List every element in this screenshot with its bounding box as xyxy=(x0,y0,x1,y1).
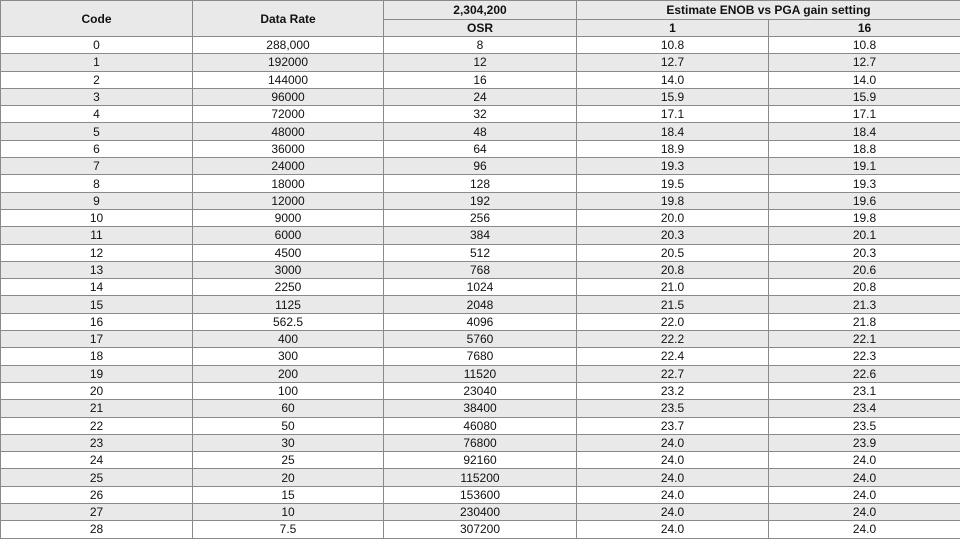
cell-osr: 153600 xyxy=(384,486,577,503)
cell-enob-gain-16: 23.1 xyxy=(769,382,960,399)
cell-enob-gain-16: 24.0 xyxy=(769,521,960,538)
cell-osr: 256 xyxy=(384,209,577,226)
cell-code: 4 xyxy=(1,106,193,123)
cell-data-rate: 100 xyxy=(193,382,384,399)
cell-data-rate: 20 xyxy=(193,469,384,486)
cell-osr: 96 xyxy=(384,158,577,175)
cell-enob-gain-1: 17.1 xyxy=(577,106,769,123)
cell-code: 1 xyxy=(1,54,193,71)
cell-osr: 48 xyxy=(384,123,577,140)
cell-code: 5 xyxy=(1,123,193,140)
table-body xyxy=(1,37,960,539)
cell-enob-gain-1: 21.5 xyxy=(577,296,769,313)
table-header xyxy=(1,1,960,37)
header-osr: OSR xyxy=(384,20,577,37)
table-row xyxy=(1,452,960,469)
cell-code: 7 xyxy=(1,158,193,175)
cell-osr: 11520 xyxy=(384,365,577,382)
cell-enob-gain-1: 24.0 xyxy=(577,434,769,451)
cell-code: 15 xyxy=(1,296,193,313)
table-row xyxy=(1,521,960,538)
cell-enob-gain-1: 24.0 xyxy=(577,504,769,521)
cell-osr: 16 xyxy=(384,71,577,88)
table-row xyxy=(1,261,960,278)
cell-enob-gain-1: 20.8 xyxy=(577,261,769,278)
cell-osr: 92160 xyxy=(384,452,577,469)
cell-enob-gain-1: 23.2 xyxy=(577,382,769,399)
table-row xyxy=(1,158,960,175)
cell-enob-gain-16: 24.0 xyxy=(769,504,960,521)
table-row xyxy=(1,296,960,313)
cell-enob-gain-16: 24.0 xyxy=(769,452,960,469)
cell-enob-gain-16: 19.1 xyxy=(769,158,960,175)
cell-code: 25 xyxy=(1,469,193,486)
cell-osr: 128 xyxy=(384,175,577,192)
header-clock: 2,304,200 xyxy=(384,1,577,20)
table-row xyxy=(1,244,960,261)
cell-data-rate: 400 xyxy=(193,331,384,348)
table-row xyxy=(1,486,960,503)
cell-data-rate: 50 xyxy=(193,417,384,434)
cell-code: 24 xyxy=(1,452,193,469)
cell-data-rate: 96000 xyxy=(193,88,384,105)
cell-enob-gain-1: 23.5 xyxy=(577,400,769,417)
cell-osr: 384 xyxy=(384,227,577,244)
cell-data-rate: 48000 xyxy=(193,123,384,140)
cell-enob-gain-1: 22.7 xyxy=(577,365,769,382)
cell-code: 23 xyxy=(1,434,193,451)
table-row xyxy=(1,331,960,348)
table-row xyxy=(1,400,960,417)
cell-enob-gain-16: 24.0 xyxy=(769,486,960,503)
header-gain-1: 1 xyxy=(577,20,769,37)
cell-enob-gain-1: 10.8 xyxy=(577,37,769,54)
cell-data-rate: 25 xyxy=(193,452,384,469)
cell-data-rate: 1125 xyxy=(193,296,384,313)
cell-enob-gain-16: 23.9 xyxy=(769,434,960,451)
cell-enob-gain-1: 20.3 xyxy=(577,227,769,244)
cell-enob-gain-16: 22.1 xyxy=(769,331,960,348)
cell-code: 8 xyxy=(1,175,193,192)
cell-data-rate: 12000 xyxy=(193,192,384,209)
cell-enob-gain-1: 22.4 xyxy=(577,348,769,365)
cell-enob-gain-16: 14.0 xyxy=(769,71,960,88)
table-row xyxy=(1,279,960,296)
cell-osr: 12 xyxy=(384,54,577,71)
table-row xyxy=(1,88,960,105)
header-gain-16: 16 xyxy=(769,20,960,37)
cell-enob-gain-16: 19.6 xyxy=(769,192,960,209)
cell-osr: 307200 xyxy=(384,521,577,538)
cell-enob-gain-1: 12.7 xyxy=(577,54,769,71)
cell-enob-gain-1: 18.9 xyxy=(577,140,769,157)
cell-data-rate: 30 xyxy=(193,434,384,451)
cell-data-rate: 288,000 xyxy=(193,37,384,54)
table-row xyxy=(1,106,960,123)
cell-osr: 192 xyxy=(384,192,577,209)
cell-data-rate: 36000 xyxy=(193,140,384,157)
cell-data-rate: 3000 xyxy=(193,261,384,278)
cell-enob-gain-16: 20.3 xyxy=(769,244,960,261)
cell-code: 17 xyxy=(1,331,193,348)
cell-code: 22 xyxy=(1,417,193,434)
cell-enob-gain-16: 21.3 xyxy=(769,296,960,313)
cell-osr: 5760 xyxy=(384,331,577,348)
cell-enob-gain-1: 20.5 xyxy=(577,244,769,261)
cell-enob-gain-16: 23.5 xyxy=(769,417,960,434)
header-data-rate: Data Rate xyxy=(193,1,384,37)
cell-data-rate: 300 xyxy=(193,348,384,365)
cell-enob-gain-16: 24.0 xyxy=(769,469,960,486)
cell-code: 9 xyxy=(1,192,193,209)
table-row xyxy=(1,140,960,157)
cell-osr: 46080 xyxy=(384,417,577,434)
table-row xyxy=(1,382,960,399)
cell-osr: 2048 xyxy=(384,296,577,313)
cell-enob-gain-1: 24.0 xyxy=(577,521,769,538)
cell-enob-gain-1: 24.0 xyxy=(577,486,769,503)
cell-enob-gain-1: 21.0 xyxy=(577,279,769,296)
cell-data-rate: 7.5 xyxy=(193,521,384,538)
table-row xyxy=(1,469,960,486)
table-row xyxy=(1,37,960,54)
table-row xyxy=(1,123,960,140)
cell-enob-gain-1: 24.0 xyxy=(577,452,769,469)
cell-data-rate: 2250 xyxy=(193,279,384,296)
cell-code: 10 xyxy=(1,209,193,226)
cell-enob-gain-16: 20.6 xyxy=(769,261,960,278)
table-row xyxy=(1,71,960,88)
table-row xyxy=(1,227,960,244)
cell-data-rate: 72000 xyxy=(193,106,384,123)
cell-enob-gain-16: 23.4 xyxy=(769,400,960,417)
cell-data-rate: 200 xyxy=(193,365,384,382)
cell-enob-gain-1: 20.0 xyxy=(577,209,769,226)
cell-enob-gain-1: 22.0 xyxy=(577,313,769,330)
header-row-1 xyxy=(1,1,960,20)
cell-code: 3 xyxy=(1,88,193,105)
cell-osr: 38400 xyxy=(384,400,577,417)
cell-code: 0 xyxy=(1,37,193,54)
cell-osr: 23040 xyxy=(384,382,577,399)
cell-osr: 64 xyxy=(384,140,577,157)
cell-enob-gain-16: 20.1 xyxy=(769,227,960,244)
cell-data-rate: 24000 xyxy=(193,158,384,175)
cell-code: 13 xyxy=(1,261,193,278)
cell-code: 19 xyxy=(1,365,193,382)
cell-osr: 115200 xyxy=(384,469,577,486)
cell-code: 28 xyxy=(1,521,193,538)
cell-osr: 8 xyxy=(384,37,577,54)
cell-data-rate: 60 xyxy=(193,400,384,417)
cell-osr: 768 xyxy=(384,261,577,278)
cell-data-rate: 144000 xyxy=(193,71,384,88)
cell-code: 16 xyxy=(1,313,193,330)
cell-code: 2 xyxy=(1,71,193,88)
table-row xyxy=(1,417,960,434)
cell-osr: 24 xyxy=(384,88,577,105)
header-enob: Estimate ENOB vs PGA gain setting xyxy=(577,1,960,20)
table-row xyxy=(1,175,960,192)
cell-enob-gain-16: 18.8 xyxy=(769,140,960,157)
cell-data-rate: 6000 xyxy=(193,227,384,244)
cell-code: 14 xyxy=(1,279,193,296)
table-row xyxy=(1,192,960,209)
cell-code: 11 xyxy=(1,227,193,244)
cell-code: 12 xyxy=(1,244,193,261)
cell-enob-gain-1: 19.8 xyxy=(577,192,769,209)
cell-enob-gain-1: 18.4 xyxy=(577,123,769,140)
table-row xyxy=(1,313,960,330)
cell-code: 18 xyxy=(1,348,193,365)
cell-osr: 7680 xyxy=(384,348,577,365)
cell-enob-gain-1: 23.7 xyxy=(577,417,769,434)
header-code: Code xyxy=(1,1,193,37)
cell-enob-gain-16: 19.8 xyxy=(769,209,960,226)
cell-enob-gain-16: 18.4 xyxy=(769,123,960,140)
cell-osr: 1024 xyxy=(384,279,577,296)
table-row xyxy=(1,54,960,71)
cell-enob-gain-1: 19.5 xyxy=(577,175,769,192)
cell-enob-gain-1: 14.0 xyxy=(577,71,769,88)
cell-enob-gain-16: 15.9 xyxy=(769,88,960,105)
cell-osr: 76800 xyxy=(384,434,577,451)
cell-data-rate: 18000 xyxy=(193,175,384,192)
cell-enob-gain-16: 21.8 xyxy=(769,313,960,330)
cell-enob-gain-16: 19.3 xyxy=(769,175,960,192)
cell-data-rate: 4500 xyxy=(193,244,384,261)
table-row xyxy=(1,365,960,382)
table-row xyxy=(1,504,960,521)
cell-osr: 32 xyxy=(384,106,577,123)
cell-enob-gain-16: 20.8 xyxy=(769,279,960,296)
cell-code: 27 xyxy=(1,504,193,521)
cell-enob-gain-16: 12.7 xyxy=(769,54,960,71)
table-row xyxy=(1,348,960,365)
cell-enob-gain-1: 22.2 xyxy=(577,331,769,348)
cell-data-rate: 192000 xyxy=(193,54,384,71)
cell-enob-gain-16: 17.1 xyxy=(769,106,960,123)
table-row xyxy=(1,209,960,226)
cell-code: 21 xyxy=(1,400,193,417)
cell-code: 20 xyxy=(1,382,193,399)
cell-data-rate: 10 xyxy=(193,504,384,521)
cell-code: 6 xyxy=(1,140,193,157)
cell-data-rate: 9000 xyxy=(193,209,384,226)
cell-enob-gain-1: 19.3 xyxy=(577,158,769,175)
cell-osr: 4096 xyxy=(384,313,577,330)
table-row xyxy=(1,434,960,451)
cell-enob-gain-1: 24.0 xyxy=(577,469,769,486)
cell-osr: 512 xyxy=(384,244,577,261)
cell-data-rate: 562.5 xyxy=(193,313,384,330)
cell-enob-gain-16: 10.8 xyxy=(769,37,960,54)
cell-osr: 230400 xyxy=(384,504,577,521)
cell-enob-gain-16: 22.6 xyxy=(769,365,960,382)
cell-data-rate: 15 xyxy=(193,486,384,503)
cell-code: 26 xyxy=(1,486,193,503)
cell-enob-gain-1: 15.9 xyxy=(577,88,769,105)
cell-enob-gain-16: 22.3 xyxy=(769,348,960,365)
